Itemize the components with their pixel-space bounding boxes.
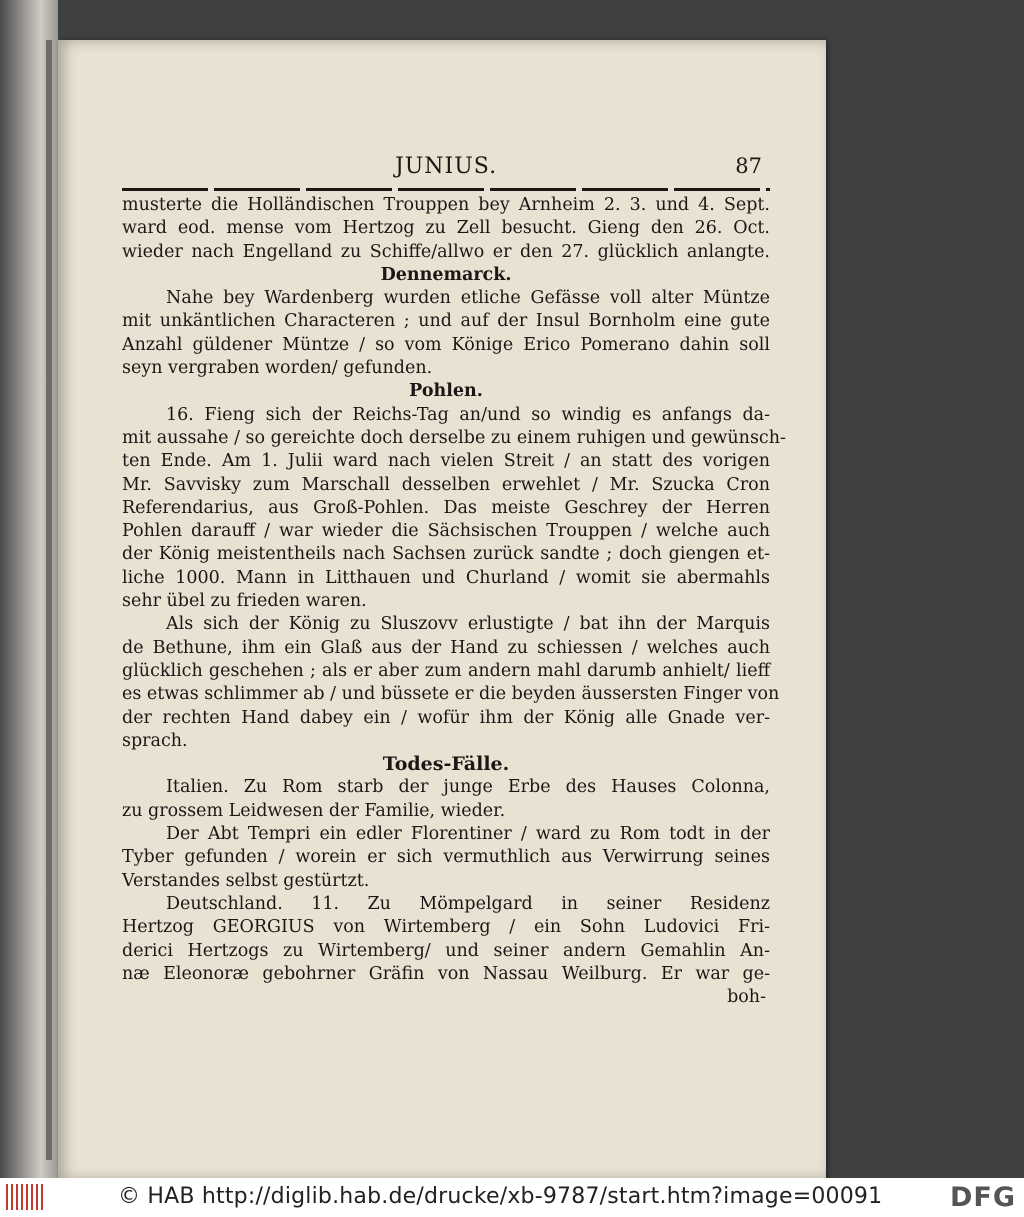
book-page — [58, 40, 826, 1180]
text-line: derici Hertzogs zu Wirtemberg/ und seiner andern Gemahlin An- — [122, 940, 770, 961]
body-text — [122, 194, 786, 1009]
text-line: ten Ende. Am 1. Julii ward nach vielen Streit / an statt des vorigen — [122, 451, 770, 472]
text-line: mit aussahe / so gereichte doch derselbe zu einem ruhigen und gewünsch- — [122, 427, 786, 448]
text-line: Als sich der König zu Sluszovv erlustigte / bat ihn der Marquis — [166, 614, 770, 635]
text-line: sehr übel zu frieden waren. — [122, 591, 367, 612]
text-line: mit unkäntlichen Characteren ; und auf der Insul Bornholm eine gute — [122, 311, 770, 332]
text-line: sprach. — [122, 730, 188, 751]
text-line: 16. Fieng sich der Reichs-Tag an/und so windig es anfangs da- — [166, 404, 770, 425]
text-line: de Bethune, ihm ein Glaß aus der Hand zu schiessen / welches auch — [122, 637, 770, 658]
header-rule — [122, 188, 770, 191]
text-line: seyn vergraben worden/ gefunden. — [122, 358, 433, 379]
text-line: zu grossem Leidwesen der Familie, wieder. — [122, 800, 506, 821]
text-line: liche 1000. Mann in Litthauen und Churland / womit sie abermahls — [122, 567, 770, 588]
text-line: wieder nach Engelland zu Schiffe/allwo er den 27. glücklich anlangte. — [122, 241, 770, 262]
text-line: Der Abt Tempri ein edler Florentiner / ward zu Rom todt in der — [166, 824, 770, 845]
section-heading: Dennemarck. — [380, 264, 512, 285]
page-edge-shadow — [46, 40, 52, 1160]
text-line: Referendarius, aus Groß-Pohlen. Das meiste Geschrey der Herren — [122, 497, 770, 518]
running-title: JUNIUS. — [394, 154, 498, 179]
text-line: ward eod. mense vom Hertzog zu Zell besucht. Gieng den 26. Oct. — [122, 218, 770, 239]
catchword: boh- — [727, 987, 766, 1008]
text-line: glücklich geschehen ; als er aber zum andern mahl darumb anhielt/ lieff — [122, 660, 770, 681]
text-line: der König meistentheils nach Sachsen zurück sandte ; doch giengen et- — [122, 544, 770, 565]
text-line: Pohlen darauff / war wieder die Sächsischen Trouppen / welche auch — [122, 521, 770, 542]
page-number: 87 — [735, 154, 762, 178]
text-line: Mr. Savvisky zum Marschall desselben erwehlet / Mr. Szucka Cron — [122, 474, 770, 495]
text-line: es etwas schlimmer ab / und büssete er die beyden äussersten Finger von — [122, 684, 780, 705]
text-line: Anzahl güldener Müntze / so vom Könige Erico Pomerano dahin soll — [122, 334, 770, 355]
text-line: næ Eleonoræ gebohrner Gräfin von Nassau Weilburg. Er war ge- — [122, 963, 770, 984]
text-line: Deutschland. 11. Zu Mömpelgard in seiner Residenz — [166, 893, 770, 914]
text-line: der rechten Hand dabey ein / wofür ihm der König alle Gnade ver- — [122, 707, 770, 728]
dfg-logo: DFG — [949, 1182, 1016, 1213]
footer-citation-link[interactable]: © HAB http://diglib.hab.de/drucke/xb-9787/start.htm?image=00091 — [118, 1184, 883, 1209]
section-heading: Pohlen. — [409, 381, 483, 402]
viewer-footer — [0, 1178, 1024, 1217]
running-head — [122, 154, 770, 182]
text-line: Italien. Zu Rom starb der junge Erbe des Hauses Colonna, — [166, 777, 770, 798]
text-line: Hertzog GEORGIUS von Wirtemberg / ein Sohn Ludovici Fri- — [122, 917, 770, 938]
book-spine-edge — [0, 0, 58, 1178]
text-line: Nahe bey Wardenberg wurden etliche Gefässe voll alter Müntze — [166, 288, 770, 309]
text-line: Verstandes selbst gestürtzt. — [122, 870, 370, 891]
text-line: musterte die Holländischen Trouppen bey Arnheim 2. 3. und 4. Sept. — [122, 195, 770, 215]
text-line: Tyber gefunden / worein er sich vermuthlich aus Verwirrung seines — [122, 847, 770, 868]
library-logo-icon — [6, 1184, 46, 1210]
section-heading: Todes-Fälle. — [382, 753, 510, 776]
